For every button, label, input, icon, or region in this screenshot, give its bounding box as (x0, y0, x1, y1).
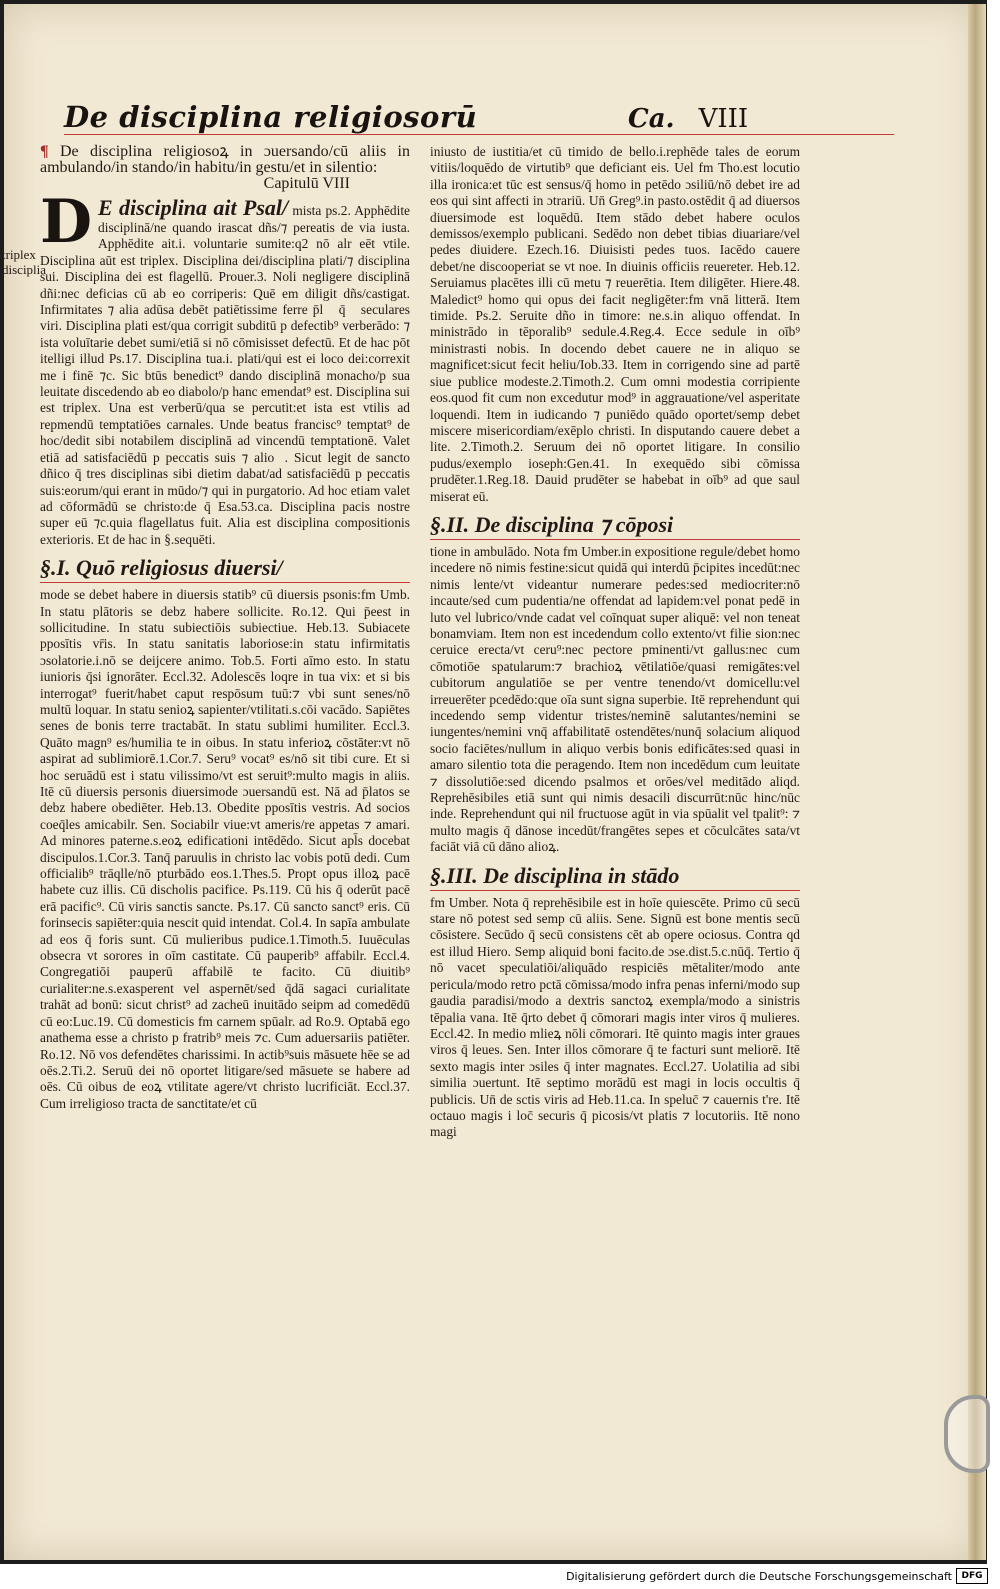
chapter-heading-text: De disciplina religiosoꝝ in ɔuersando/cū aliis in ambulando/in stando/in habitu/in gestu/et in silentio: (40, 143, 410, 176)
footer-credit: Digitalisierung gefördert durch die Deutsche Forschungsgemeinschaft (566, 1570, 952, 1583)
section-3-heading: §.III. De disciplina in stādo (430, 862, 800, 891)
section-2-heading: §.II. De disciplina ⁊ cōposi (430, 511, 800, 540)
left-column (40, 144, 410, 1112)
dfg-logo: DFG (956, 1568, 988, 1584)
intro-text: mista ps.2. Apphēdite disciplinā/ne quando irascat dñs/⁊ pereatis de via iusta. Apphēdite ait.i. voluntarie sumite:q2 nō alr eēt vtile. Disciplina aūt est triplex. Disciplina dei/disciplina plati/⁊ disciplina sui. Disciplina dei est flagellū. Prouer.3. Noli negligere disciplinā dñi:nec deficias cū ab eo corriperis: Quē em diligit dñs/castigat. Infirmitates ⁊ alia adūsa debēt patiētissime ferre p̄l᷑ q̄ꝫ seculares viri. Disciplina plati est/qua corrigit subditū p defectib⁹ verberādo: ⁊ ista voluītarie debet sumi/etiā si nō cōmisisset defectū. Et de hac pōt itelligi illud Ps.17. Disciplina tua.i. plati/qui est ei loco dei:correxit me i finē ⁊c. Sic btūs benedict⁹ dando disciplinā monacho/p sua leuitate discedendo ab eo diabolo/p hanc emendat⁹ est. Disciplina sui est triplex. Una est verberū/qua se percutit:et ista est vtilis ad repmendū temptatiōes carnales. Unde beatus francisc⁹ temptat⁹ de hoc/dedit sibi notabilem disciplinā ad vincendū temptationē. Valet etiā ad satisfaciēdū p peccatis suis ⁊ alioꝝ. Sicut legit de sancto dñico q̄ tres disciplinas sibi dietim dabat/ad satisfaciēdū p peccatis suis:eorum/qui erant in mūdo/⁊ qui in purgatorio. Ad hoc etiam valet ad cōformādū se christo:de q̄ Esa.53.ca. Disciplina pacis nostre super eū ⁊c.quia flagellatus fuit. Alia est disciplina compositionis exterioris. Et de hac in §.sequēti. (40, 203, 410, 547)
incipit: E disciplina ait Psal/ (98, 195, 289, 220)
chapter-abbreviation: Ca. (628, 104, 675, 134)
initial-letter: D (40, 187, 93, 257)
running-chapter (628, 104, 748, 134)
section-1-text: mode se debet habere in diuersis statib⁹ cū diuersis psonis:fm Umb. In statu plātoris se debz habere sollicite. Ro.12. Qui p̄eest in sollicitudine. In statu subiectiōis subiectiue. Heb.13. Subiacete pposītis vr̄is. In statu sanitatis laboriose:in statu infirmitatis ɔsolatorie.i.nō se deijcere animo. Tob.5. Forti aīmo esto. In statu iunioris q̄si ignorāter. Eccl.32. Adolescēs loqre in tua vix: et si bis interrogat⁹ fuerit/habet caput respōsum tuū:⁊ vbi sunt senes/nō multū loquar. In statu senioꝝ sapienter/vtilitati.s.cōi vacādo. Sapiētes senes de bonis terre tractabāt. In statu sublimi humiliter. Eccl.3. Quāto magn⁹ es/humilia te in oibus. In statu inferioꝝ cōstāter:vt nō aspirat ad sublimiorē.1.Cor.7. Seru⁹ vocat⁹ es/nō sit tibi cure. Et si hoc seruādū est i statu vilissimo/vt est seruit⁹:multo magis in aliis. Itē cū diuersis personis diuersimode ɔuersandū est. Nā ad p̄latos se debz habere obediēter. Heb.13. Obedite pposītis vestris. Ad socios coeq̄les amicabilr. Sen. Sociabilr viue:vt ameris/re appetas ⁊ amari. Ad minores paterne.s.eoꝝ edificationi intēdēdo. Sicut apl̄s docebat discipulos.1.Cor.3. Tanq̄ paruulis in christo lac vobis potū dedi. Cum officialib⁹ trāqlle/nō pturbādo eos.1.Thes.5. Propt opus illoꝝ pacē habete cuz illis. Cū discholis pacifice. Ps.119. Cū his q̄ oderūt pacē erā pacific⁹. Cū viris sanctis sancte. Ps.17. Cū sancto sanct⁹ eris. Cū forinsecis sapiēter:quia nescit quid intendat. Col.4. In sapīa ambulate ad eos q̄ foris sunt. Cū mulieribus pudice.1.Timoth.5. Iuuēculas obsecra vt sorores in oīm castitate. Cū pauperib⁹ affabilr. Eccl.4. Congregatiōi pauperū affabilē te facito. Cū diuitib⁹ curialiter:ne.s.exasperent vel aspernēt/sed q̄dā sagaci curialitate trahāt ad bonū: sicut christ⁹ ad zacheū inuitādo seipm ad comedēdū cū eo:Luc.19. Cū domesticis fm carnem spūalr. ad Ro.9. Optabā ego anathema esse a christo p fratrib⁹ meis ⁊c. Cum aduersariis patiēter. Ro.12. Nō vos defendētes charissimi. In actib⁹suis māsuete hēe se ad oēs.2.Ti.2. Seruū dei nō oportet litigare/sed māsuete se habere ad oēs. Cū oibus de eoꝝ vtilitate agere/vt christo lucrificiāt. Eccl.37. Cum irreligioso tracta de sanctitate/et cū (40, 587, 410, 1111)
page-clip (944, 1395, 990, 1473)
chapter-heading (40, 144, 410, 192)
pilcrow-icon: ¶ (40, 143, 49, 160)
page-edge (968, 4, 986, 1560)
running-title: De disciplina religiosorū (64, 100, 478, 134)
capitulum-label: Capitulū VIII (263, 175, 350, 192)
chapter-intro (40, 187, 410, 548)
section-2-text: tione in ambulādo. Nota fm Umber.in expositione regule/debet homo incedere nō nimis festine:sicut quidā qui interdū p̄cipites incedūt:nec nimis lente/vt videantur numerare pedes:sed mediocriter:nō incaute/sed cum pudentia/ne offendat ad lapidem:vel ponat pedē in luto vel lubrico/vnde cadat vel coīnquat super aliquē: vel non teneat bonamviam. Item non est incedendum collo extento/vt filie sion:nec ceruice erecta/vt ceru⁹:nec pectore pminenti/vt gallus:nec cum cōmotiōe spatularum:⁊ brachioꝝ vētilatiōe/quasi remigātes:vel cubitorum angulatiōe se per ventre tenendo/vt domicellu:vel irreuerēter pcedēdo:que oīa sunt signa superbie. Itē reprehendunt qui incedendo semp videntur tristes/neminē salutantes/nemini se iungentes/nemini vnq̄ affabilitatē ostendētes/nunq̄ solacium aliquod socio faciētes/nullum in aliquo verbis bonis edificātes:sed quasi in amaro silentio tota die peragendo. Item non incedēdum cum leuitate ⁊ dissolutiōe:sed dicendo psalmos et orōes/vel meditādo aliqd. Reprehēsibiles etiā sunt qui nimis desacili discurrūt:nūc hinc/nūc inde. Reprehendunt qui nil fructuose agūt in via spūalit vel tpalit⁹: ⁊ multo magis q̄ dānose incedūt/frangētes sepes et cōculcātes sata/vt faciāt viā cū dāno alioꝝ. (430, 543, 800, 855)
chapter-number: VIII (698, 104, 749, 134)
margin-note: triplex disciplia (2, 247, 47, 277)
section-1-heading: §.I. Quō religiosus diuersi/ (40, 554, 410, 583)
right-column (430, 144, 800, 1141)
section-3-text: fm Umber. Nota q̄ reprehēsibile est in hoīe quiescēte. Primo cū secū stare nō potest sed semp cū aliis. Sene. Signū est bone mentis secū cōsistere. Secūdo q̄ secū consistens cēt ab opere ociosus. Contra qd est illud Hiero. Semp aliquid boni facito.de ɔse.dist.5.c.nūq̄. Tertio q̄ nō vacet speculatiōi/aliquādo respiciēs mētaliter/modo ante pericula/modo retro pctā cōmissa/modo infra penas inferni/modo sup gaudia paradisi/modo a dextris sanctoꝝ exempla/modo a sinistris tēpalia vana. Itē q̄rto debet q̄ cōmorari magis inter viros q̄ mulieres. Eccl.42. In medio mlieꝝ nōli cōmorari. Itē quinto magis inter graues viros q̄ leues. Sen. Inter illos cōmorare q̄ te facturi sunt meliorē. Itē sexto magis inter ɔsiles q̄ inter magnates. Eccl.27. Uolatilia ad sibi similia ɔuertunt. Itē septimo morādū est magi in locis occultis q̄ publicis. Un̄ de sctis viris ad Heb.11.ca. In speluc̄ ⁊ cauernis t're. Itē octauo magis i loc̄ securis q̄ picosis/vt platis ⁊ locutoriis. Itē nono magi (430, 894, 801, 1140)
header-rule (64, 134, 894, 135)
continued-text: iniusto de iustitia/et cū timido de bello.i.rephēde tales de eorum vitiis/loquēdo de virtutib⁹ que deficiant eis. Uel fm Tho.est locutio illa ironica:et tūc est sensus/q̄ homo in petēdo ɔsiliū/nō debet ire ad eos qui sint affecti in ɔtrariū. Un̄ Greg⁹.in pasto.ostēdit q̄ ad diuersos diuersimode est loquēdū. Item stādo debet habere oculos demissos/exemplo publicani. Sedēdo non debet tibias diuariare/vel pedes diuidere. Ezech.16. Diuisisti pedes tuos. Iacēdo cauere debet/ne discooperiat se vt noe. In diuinis officiis reuereter. Heb.12. Seruiamus placētes illi cū metu ⁊ reuerētia. Item diligēter. Hiere.48. Maledict⁹ homo qui opus dei facit negligēter:fm vnā litterā. Item timide. Ps.2. Seruite dño in timore: ne.s.in aliquo offendat. In ministrādo in tēporalib⁹ sedule.4.Reg.4. Ecce sedule in oīb⁹ ministrasti nobis. In docendo debet cauere ne in aliquo se magnificet:sicut fecit heliu/Iob.33. Item in corrigendo sine ad partē siue publice modeste.2.Timoth.2. Cum omni modestia corripiente eos.quod fit cum non excedutur mod⁹ in aggrauatione/vel asperitate loquendi. Item in iudicando ⁊ puniēdo quādo oportet/semp debet miscere misericordiam/exēplo christi. In disputando cauere debet a lite. 2.Timoth.2. Seruum dei nō oportet litigare. In consilio pudus/exemplo ioseph:Gen.41. In exequēdo sibi cōmissa prudēter.1.Reg.18. Dauid prudēter se habebat in oīb⁹ ad que saul miserat eū. (430, 144, 800, 504)
